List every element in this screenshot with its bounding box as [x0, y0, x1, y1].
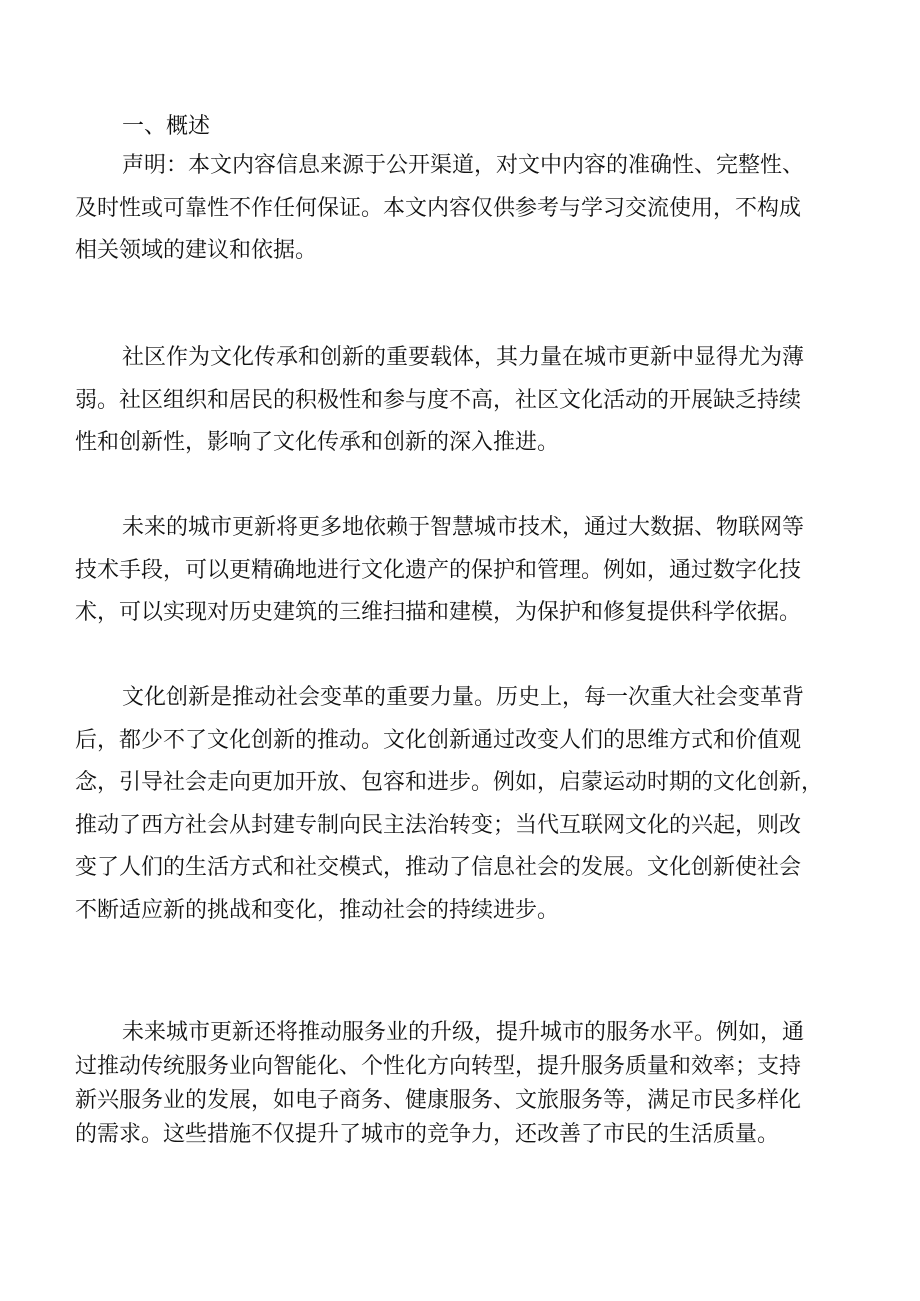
paragraph-line: 新兴服务业的发展，如电子商务、健康服务、文旅服务等，满足市民多样化	[75, 1088, 802, 1113]
paragraph-line: 变了人们的生活方式和社交模式，推动了信息社会的发展。文化创新使社会	[75, 855, 802, 880]
paragraph-line: 推动了西方社会从封建专制向民主法治转变；当代互联网文化的兴起，则改	[75, 812, 802, 838]
service-industry-paragraph	[75, 1016, 847, 1152]
paragraph-line: 未来城市更新还将推动服务业的升级，提升城市的服务水平。例如，通	[122, 1020, 805, 1045]
paragraph-line: 弱。社区组织和居民的积极性和参与度不高，社区文化活动的开展缺乏持续	[75, 387, 802, 413]
paragraph-line: 性和创新性，影响了文化传承和创新的深入推进。	[75, 430, 560, 455]
paragraph-line: 技术手段，可以更精确地进行文化遗产的保护和管理。例如，通过数字化技	[75, 557, 802, 583]
smart-city-paragraph	[75, 507, 847, 635]
paragraph-line: 及时性或可靠性不作任何保证。本文内容仅供参考与学习交流使用，不构成	[75, 195, 802, 221]
paragraph-line: 念，引导社会走向更加开放、包容和进步。例如，启蒙运动时期的文化创新，	[75, 770, 824, 795]
paragraph-line: 未来的城市更新将更多地依赖于智慧城市技术，通过大数据、物联网等	[122, 515, 805, 540]
paragraph-line: 不断适应新的挑战和变化，推动社会的持续进步。	[75, 897, 560, 923]
disclaimer-paragraph	[75, 145, 847, 273]
cultural-innovation-paragraph	[75, 677, 847, 932]
community-paragraph	[75, 337, 847, 465]
paragraph-line: 文化创新是推动社会变革的重要力量。历史上，每一次重大社会变革背	[122, 685, 805, 710]
paragraph-line: 过推动传统服务业向智能化、个性化方向转型，提升服务质量和效率；支持	[75, 1054, 802, 1079]
paragraph-line: 相关领域的建议和依据。	[75, 238, 318, 263]
paragraph-line: 后，都少不了文化创新的推动。文化创新通过改变人们的思维方式和价值观	[75, 727, 802, 753]
section-heading: 一、概述	[122, 114, 211, 139]
paragraph-line: 声明：本文内容信息来源于公开渠道，对文中内容的准确性、完整性、	[122, 153, 805, 178]
paragraph-line: 社区作为文化传承和创新的重要载体，其力量在城市更新中显得尤为薄	[122, 345, 805, 370]
paragraph-line: 术，可以实现对历史建筑的三维扫描和建模，为保护和修复提供科学依据。	[75, 600, 802, 625]
paragraph-line: 的需求。这些措施不仅提升了城市的竞争力，还改善了市民的生活质量。	[75, 1122, 780, 1147]
